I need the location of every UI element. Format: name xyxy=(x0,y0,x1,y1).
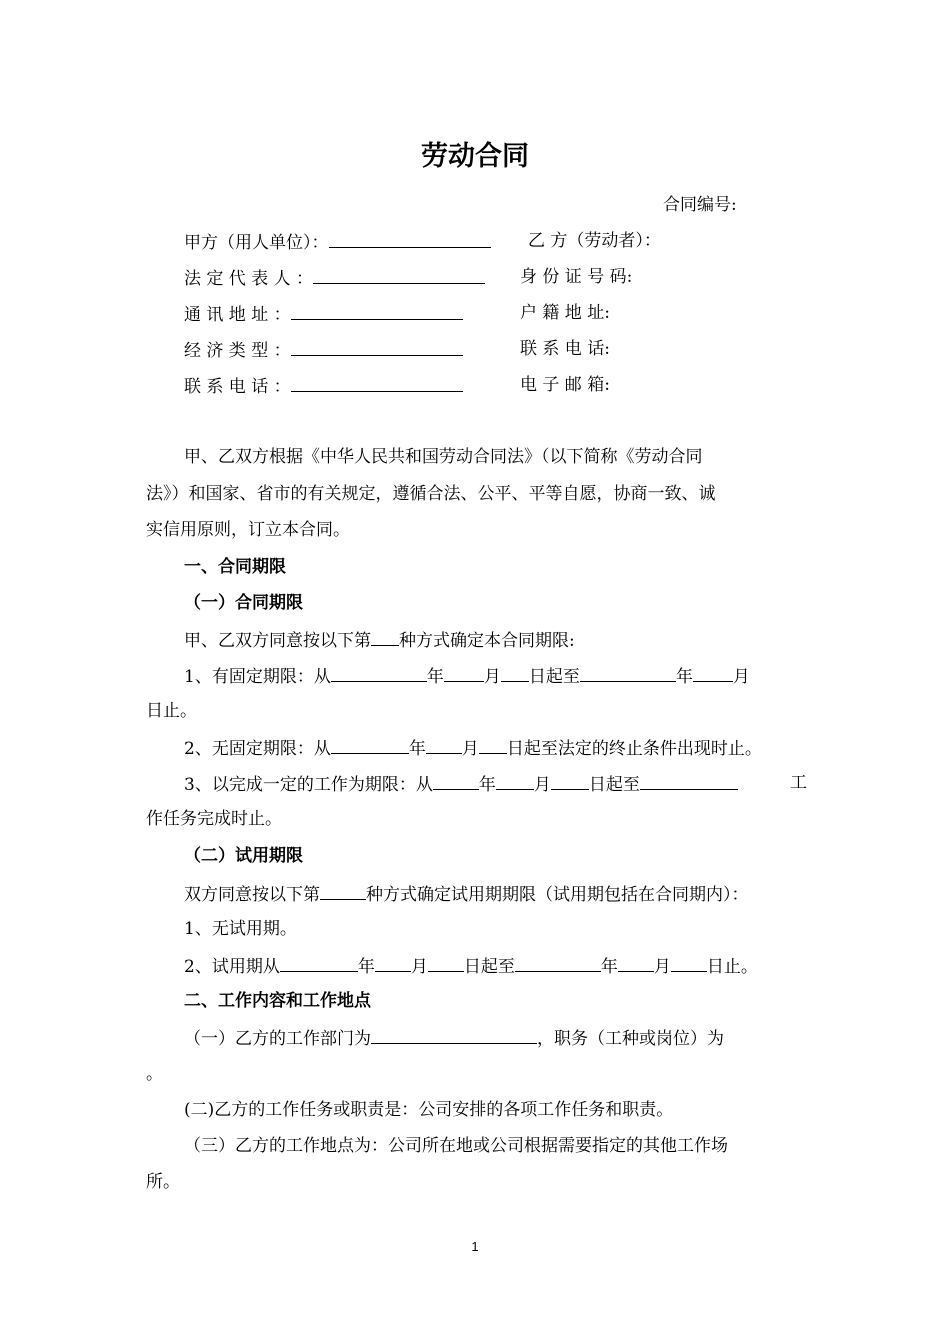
department-pre: （一）乙方的工作部门为 xyxy=(184,1029,371,1049)
address-blank xyxy=(291,302,463,320)
task-term-label: 3、以完成一定的工作为期限：从 xyxy=(184,775,433,795)
fixed-end-year-blank xyxy=(580,664,676,682)
probation-choose-post: 种方式确定试用期期限（试用期包括在合同期内）： xyxy=(366,885,749,905)
open-term-label: 2、无固定期限：从 xyxy=(184,739,331,759)
contact-phone-a-label: 联 系 电 话 ： xyxy=(184,377,291,397)
open-day-blank xyxy=(479,736,507,754)
task-name-blank xyxy=(640,772,738,790)
month-label: 月 xyxy=(410,957,428,977)
intro-line-3: 实信用原则，订立本合同。 xyxy=(146,520,350,540)
probation-choose-row xyxy=(184,882,749,906)
term-choose-post: 种方式确定本合同期限: xyxy=(399,631,575,651)
party-a-row xyxy=(184,230,491,254)
economic-type-row xyxy=(184,338,463,362)
task-month-blank xyxy=(496,772,534,790)
open-month-blank xyxy=(426,736,462,754)
document-title: 劳动合同 xyxy=(421,141,529,172)
term-choose-pre: 甲、乙双方同意按以下第 xyxy=(184,631,371,651)
fixed-term-end: 日止。 xyxy=(146,701,197,721)
section-1-heading: 一、合同期限 xyxy=(184,557,286,577)
month-label: 月 xyxy=(533,775,551,795)
section-2-heading: 二、工作内容和工作地点 xyxy=(184,991,371,1011)
party-a-label: 甲方（用人单位）： xyxy=(184,233,329,253)
contact-phone-a-row xyxy=(184,374,463,398)
day-from-to-label: 日起至 xyxy=(528,667,580,687)
month-label: 月 xyxy=(483,667,501,687)
year-label: 年 xyxy=(426,667,444,687)
probation-end-day-blank xyxy=(671,954,707,972)
year-label: 年 xyxy=(675,667,693,687)
address-label: 通 讯 地 址 ： xyxy=(184,305,291,325)
year-label: 年 xyxy=(408,739,426,759)
day-end-label: 日止。 xyxy=(706,957,758,977)
department-blank xyxy=(371,1026,537,1044)
section-1-sub-2-heading: （二）试用期限 xyxy=(184,846,303,866)
year-label: 年 xyxy=(600,957,618,977)
location-line-2: 所。 xyxy=(146,1172,180,1192)
department-end: 。 xyxy=(146,1064,163,1084)
contact-phone-a-blank xyxy=(291,374,463,392)
contract-number-label: 合同编号: xyxy=(663,195,737,215)
day-from-to-label: 日起至 xyxy=(463,957,515,977)
department-row xyxy=(184,1026,724,1050)
intro-line-1: 甲、乙双方根据《中华人民共和国劳动合同法》（以下简称《劳动合同 xyxy=(184,447,703,467)
location-line-1: （三）乙方的工作地点为：公司所在地或公司根据需要指定的其他工作场 xyxy=(184,1136,728,1156)
open-term-end: 日起至法定的终止条件出现时止。 xyxy=(506,739,762,759)
email-label: 电 子 邮 箱: xyxy=(520,375,610,395)
no-probation: 1、无试用期。 xyxy=(184,919,297,939)
task-day-blank xyxy=(551,772,589,790)
legal-rep-blank xyxy=(313,266,485,284)
fixed-start-day-blank xyxy=(501,664,529,682)
year-label: 年 xyxy=(357,957,375,977)
probation-start-month-blank xyxy=(375,954,411,972)
probation-choose-pre: 双方同意按以下第 xyxy=(184,885,320,905)
household-address-label: 户 籍 地 址: xyxy=(520,303,610,323)
fixed-term-row xyxy=(184,664,750,688)
economic-type-blank xyxy=(291,338,463,356)
fixed-end-month-blank xyxy=(693,664,733,682)
economic-type-label: 经 济 类 型 ： xyxy=(184,341,291,361)
day-from-to-label: 日起至 xyxy=(588,775,640,795)
id-number-label: 身 份 证 号 码: xyxy=(520,267,633,287)
contact-phone-b-label: 联 系 电 话: xyxy=(520,339,610,359)
year-label: 年 xyxy=(478,775,496,795)
month-label: 月 xyxy=(653,957,671,977)
probation-start-year-blank xyxy=(280,954,358,972)
page-number: 1 xyxy=(471,1239,479,1254)
task-term-work: 工 xyxy=(790,773,807,793)
party-a-blank xyxy=(329,230,491,248)
probation-label: 2、试用期从 xyxy=(184,957,280,977)
month-label: 月 xyxy=(461,739,479,759)
task-term-row xyxy=(184,772,738,796)
probation-choose-blank xyxy=(320,882,366,900)
party-b-label: 乙 方（劳动者）： xyxy=(528,231,661,251)
legal-rep-label: 法 定 代 表 人 ： xyxy=(184,269,314,289)
term-choose-row xyxy=(184,628,575,652)
probation-end-year-blank xyxy=(515,954,601,972)
term-choose-blank xyxy=(371,628,399,646)
department-post: ，职务（工种或岗位）为 xyxy=(537,1029,724,1049)
section-1-sub-1-heading: （一）合同期限 xyxy=(184,593,303,613)
probation-row xyxy=(184,954,758,978)
address-row xyxy=(184,302,463,326)
open-term-row xyxy=(184,736,762,760)
duties-line: (二)乙方的工作任务或职责是：公司安排的各项工作任务和职责。 xyxy=(184,1100,674,1120)
fixed-term-label: 1、有固定期限：从 xyxy=(184,667,331,687)
task-term-end: 作任务完成时止。 xyxy=(146,809,282,829)
probation-end-month-blank xyxy=(618,954,654,972)
legal-rep-row xyxy=(184,266,485,290)
probation-start-day-blank xyxy=(428,954,464,972)
task-year-blank xyxy=(433,772,479,790)
open-year-blank xyxy=(331,736,409,754)
month-label: 月 xyxy=(732,667,750,687)
intro-line-2: 法》）和国家、省市的有关规定，遵循合法、公平、平等自愿，协商一致、诚 xyxy=(146,484,716,504)
fixed-start-month-blank xyxy=(444,664,484,682)
fixed-start-year-blank xyxy=(331,664,427,682)
